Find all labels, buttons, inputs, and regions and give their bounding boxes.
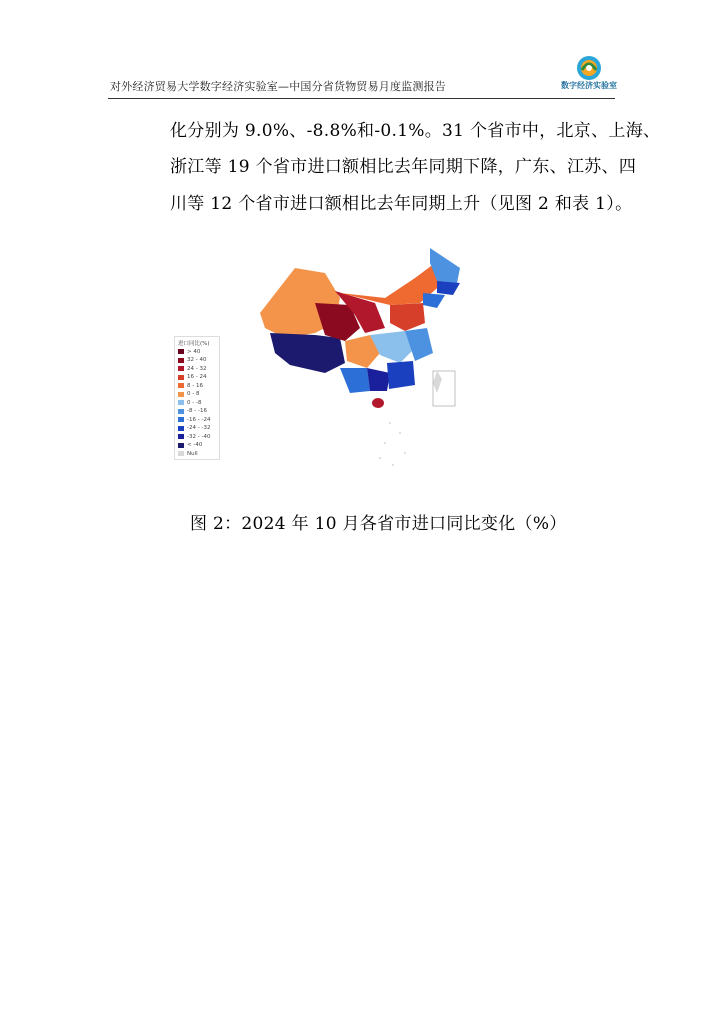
map-region-liaoning xyxy=(423,293,445,308)
legend-label: 0 - -8 xyxy=(187,399,202,406)
legend-swatch xyxy=(178,426,184,431)
legend-label: > 40 xyxy=(187,348,201,355)
legend-item xyxy=(178,399,201,406)
figure-caption: 图 2：2024 年 10 月各省市进口同比变化（%） xyxy=(190,514,567,534)
paragraph-line-3: 川等 12 个省市进口额相比去年同期上升（见图 2 和表 1）。 xyxy=(170,194,633,214)
legend-swatch xyxy=(178,417,184,422)
legend-item xyxy=(178,365,206,372)
legend-swatch xyxy=(178,434,184,439)
map-legend xyxy=(174,336,220,460)
map-region-tibet xyxy=(270,333,345,373)
legend-swatch xyxy=(178,383,184,388)
logo-label: 数字经济实验室 xyxy=(561,81,617,90)
legend-label: -16 - -24 xyxy=(187,416,211,423)
legend-swatch xyxy=(178,358,184,363)
legend-item xyxy=(178,348,200,355)
legend-item xyxy=(178,416,210,423)
map-region-hainan xyxy=(372,398,384,408)
legend-label: -24 - -32 xyxy=(187,425,211,431)
legend-label: 32 - 40 xyxy=(187,357,207,363)
legend-title: 进口同比(%) xyxy=(178,341,210,347)
legend-swatch xyxy=(178,366,184,371)
legend-item xyxy=(178,408,207,415)
map-region-yunnan xyxy=(340,368,370,393)
legend-label: < -40 xyxy=(187,442,203,448)
legend-label: 0 - 8 xyxy=(187,391,200,397)
header-title: 对外经济贸易大学数字经济实验室—中国分省货物贸易月度监测报告 xyxy=(110,80,446,93)
map-region-guangxi xyxy=(367,368,390,391)
legend-label: 24 - 32 xyxy=(187,365,207,372)
legend-label: 8 - 16 xyxy=(187,382,203,389)
legend-swatch xyxy=(178,400,184,405)
legend-item xyxy=(178,382,203,389)
legend-swatch xyxy=(178,443,184,448)
map-region-north xyxy=(390,303,425,331)
legend-swatch xyxy=(178,392,184,397)
legend-swatch xyxy=(178,375,184,380)
legend-item xyxy=(178,391,199,398)
legend-label: Null xyxy=(187,450,198,457)
legend-label: -32 - -40 xyxy=(187,433,211,440)
map-region-jilin xyxy=(437,281,460,295)
legend-swatch xyxy=(178,451,184,456)
legend-item xyxy=(178,442,202,449)
china-import-map xyxy=(175,243,475,478)
paragraph-line-2: 浙江等 19 个省市进口额相比去年同期下降，广东、江苏、四 xyxy=(170,157,637,177)
legend-item xyxy=(178,450,198,457)
legend-swatch xyxy=(178,349,184,354)
legend-item xyxy=(178,357,206,364)
map-region-taiwan xyxy=(433,371,442,393)
legend-swatch xyxy=(178,409,184,414)
map-region-guangdong xyxy=(387,361,415,389)
header-divider xyxy=(108,98,615,99)
legend-item xyxy=(178,425,210,432)
legend-item xyxy=(178,374,206,381)
legend-label: 16 - 24 xyxy=(187,374,207,380)
paragraph-line-1: 化分别为 9.0%、-8.8%和-0.1%。31 个省市中，北京、上海、 xyxy=(170,121,661,141)
legend-item xyxy=(178,433,210,440)
legend-label: -8 - -16 xyxy=(187,408,207,414)
